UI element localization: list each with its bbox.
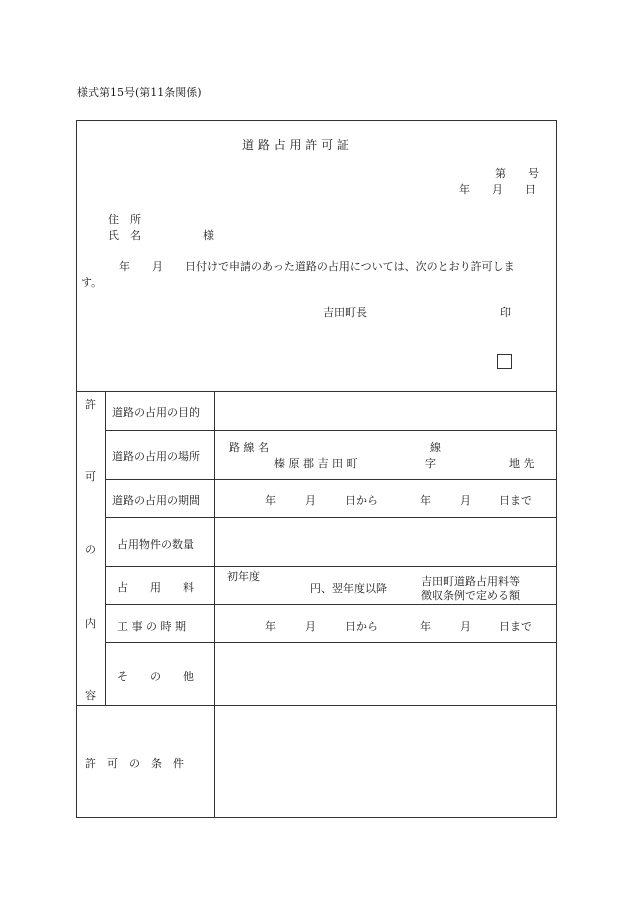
period-year-until: 年 (420, 494, 431, 507)
body-text-line1: 年 月 日付けで申請のあった道路の占用については、次のとおり許可しま (119, 260, 515, 273)
divider-row5 (105, 604, 556, 605)
honorific: 様 (203, 229, 214, 242)
location-route-label: 路 線 名 (229, 441, 269, 454)
date-line: 年 月 日 (459, 183, 536, 196)
work-period-label: 工 事 の 時 期 (117, 620, 186, 633)
work-year-from: 年 (265, 620, 276, 633)
divider-row3 (105, 517, 556, 518)
divider-section-col (105, 391, 106, 705)
work-day-from: 日から (345, 620, 378, 633)
location-chisaki-label: 地 先 (509, 457, 535, 470)
fee-label: 占 用 料 (117, 581, 194, 594)
section-char-2: 可 (85, 470, 96, 483)
period-month-until: 月 (460, 494, 471, 507)
divider-row4 (105, 566, 556, 567)
divider-label-col (214, 391, 215, 817)
seal-label: 印 (500, 306, 511, 319)
work-month-until: 月 (460, 620, 471, 633)
divider-row6 (105, 642, 556, 643)
location-label: 道路の占用の場所 (112, 450, 200, 463)
divider-row1 (105, 430, 556, 431)
seal-box (497, 354, 512, 369)
work-year-until: 年 (420, 620, 431, 633)
purpose-label: 道路の占用の目的 (112, 406, 200, 419)
body-text-line2: す。 (81, 276, 103, 289)
quantity-label: 占用物件の数量 (117, 538, 194, 551)
period-label: 道路の占用の期間 (112, 494, 200, 507)
section-char-3: の (85, 543, 96, 556)
period-day-until: 日まで (499, 494, 532, 507)
conditions-label: 許 可 の 条 件 (85, 757, 184, 770)
section-char-5: 容 (85, 689, 96, 702)
fee-first-year: 初年度 (227, 570, 260, 583)
form-number: 様式第15号(第11条関係) (77, 86, 202, 99)
location-aza-label: 字 (425, 457, 436, 470)
fee-ordinance-line1: 吉田町道路占用料等 (421, 575, 520, 588)
fee-yen-following-years: 円、翌年度以降 (310, 582, 387, 595)
period-day-from: 日から (345, 494, 378, 507)
other-label: そ の 他 (117, 670, 194, 683)
name-label: 氏 名 (108, 229, 141, 242)
section-char-4: 内 (85, 617, 96, 630)
issuer: 吉田町長 (323, 306, 367, 319)
address-label: 住 所 (108, 213, 141, 226)
section-char-1: 許 (85, 398, 96, 411)
divider-conditions (77, 705, 556, 706)
fee-ordinance-line2: 徴収条例で定める額 (421, 589, 520, 602)
form-title: 道 路 占 用 許 可 証 (242, 138, 349, 152)
permit-form (76, 120, 557, 818)
divider-row2 (105, 479, 556, 480)
period-month-from: 月 (305, 494, 316, 507)
number-line: 第 号 (495, 167, 539, 180)
period-year-from: 年 (265, 494, 276, 507)
work-day-until: 日まで (499, 620, 532, 633)
work-month-from: 月 (305, 620, 316, 633)
location-line-label: 線 (430, 441, 441, 454)
divider-top (77, 391, 556, 392)
location-town: 榛 原 郡 吉 田 町 (274, 457, 358, 470)
